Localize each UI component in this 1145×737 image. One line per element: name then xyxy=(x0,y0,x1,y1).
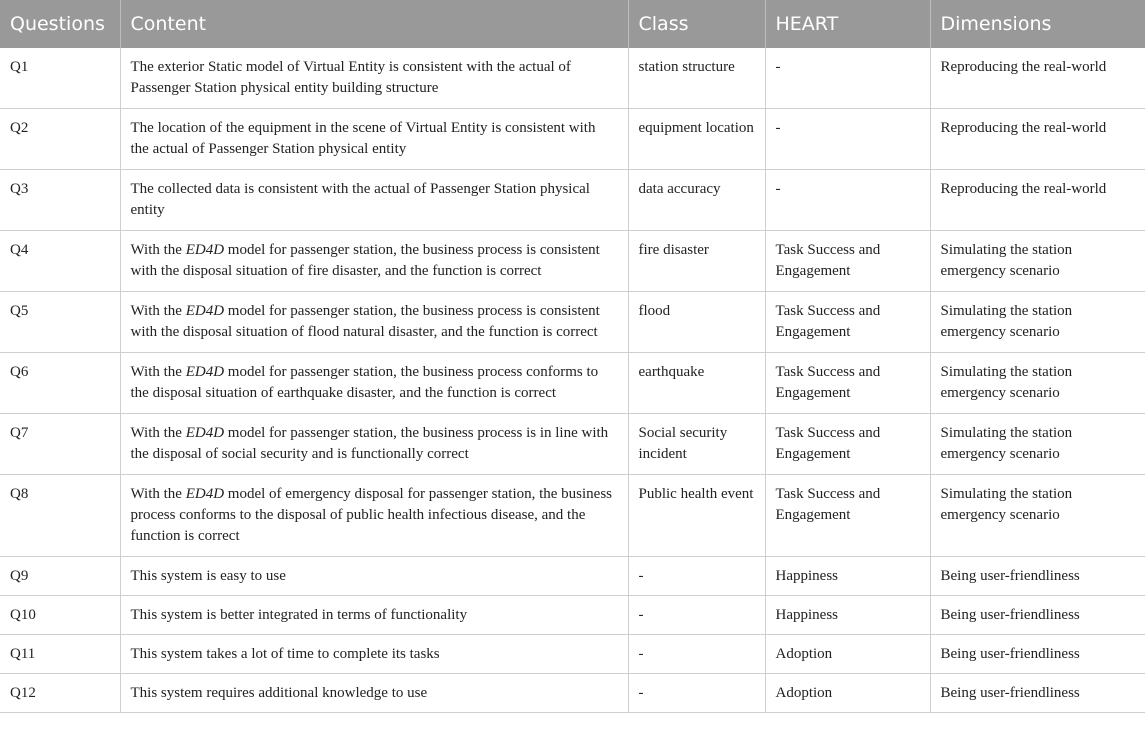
table-row xyxy=(0,475,1145,557)
question-content xyxy=(120,475,628,557)
question-class: - xyxy=(628,674,765,713)
content-text: With the xyxy=(130,486,186,502)
question-heart: - xyxy=(765,48,930,109)
table-row xyxy=(0,231,1145,292)
table-body xyxy=(0,48,1145,713)
question-dimension: Reproducing the real-world xyxy=(930,170,1145,231)
question-id: Q12 xyxy=(0,674,120,713)
question-id: Q3 xyxy=(0,170,120,231)
question-dimension: Being user-friendliness xyxy=(930,635,1145,674)
question-dimension: Simulating the station emergency scenario xyxy=(930,292,1145,353)
question-id: Q11 xyxy=(0,635,120,674)
table-row xyxy=(0,353,1145,414)
table-row xyxy=(0,635,1145,674)
content-text: With the xyxy=(130,242,186,258)
question-dimension: Being user-friendliness xyxy=(930,596,1145,635)
question-heart: - xyxy=(765,170,930,231)
question-heart: - xyxy=(765,109,930,170)
question-dimension: Being user-friendliness xyxy=(930,557,1145,596)
table-row xyxy=(0,596,1145,635)
question-heart: Task Success and Engagement xyxy=(765,353,930,414)
question-class: Social security incident xyxy=(628,414,765,475)
question-id: Q4 xyxy=(0,231,120,292)
table-row xyxy=(0,414,1145,475)
question-content xyxy=(120,231,628,292)
content-text: model for passenger station, the business process is consistent with the disposal situation of flood natural disaster, and the function is correct xyxy=(130,303,600,340)
question-class: station structure xyxy=(628,48,765,109)
model-name: ED4D xyxy=(185,303,225,319)
question-content xyxy=(120,414,628,475)
question-class: equipment location xyxy=(628,109,765,170)
question-class: - xyxy=(628,635,765,674)
table-row xyxy=(0,674,1145,713)
header-heart: HEART xyxy=(765,0,930,48)
question-id: Q1 xyxy=(0,48,120,109)
question-content: The location of the equipment in the scene of Virtual Entity is consistent with the actual of Passenger Station physical entity xyxy=(120,109,628,170)
question-heart: Happiness xyxy=(765,596,930,635)
question-heart: Task Success and Engagement xyxy=(765,475,930,557)
model-name: ED4D xyxy=(185,486,225,502)
question-content: This system requires additional knowledge to use xyxy=(120,674,628,713)
content-text: model for passenger station, the business process is in line with the disposal of social security and is functionally correct xyxy=(130,425,609,462)
header-class: Class xyxy=(628,0,765,48)
content-text: model of emergency disposal for passenger station, the business process conforms to the disposal of public health infectious disease, and the function is correct xyxy=(130,486,613,544)
question-dimension: Simulating the station emergency scenario xyxy=(930,414,1145,475)
content-text: model for passenger station, the business process is consistent with the disposal situation of fire disaster, and the function is correct xyxy=(130,242,600,279)
question-dimension: Reproducing the real-world xyxy=(930,48,1145,109)
question-heart: Task Success and Engagement xyxy=(765,292,930,353)
question-dimension: Being user-friendliness xyxy=(930,674,1145,713)
question-content: The exterior Static model of Virtual Entity is consistent with the actual of Passenger Station physical entity building structure xyxy=(120,48,628,109)
content-text: With the xyxy=(130,364,186,380)
question-class: flood xyxy=(628,292,765,353)
model-name: ED4D xyxy=(185,425,225,441)
question-dimension: Simulating the station emergency scenario xyxy=(930,475,1145,557)
question-heart: Happiness xyxy=(765,557,930,596)
question-class: Public health event xyxy=(628,475,765,557)
question-heart: Task Success and Engagement xyxy=(765,231,930,292)
question-class: - xyxy=(628,557,765,596)
question-id: Q6 xyxy=(0,353,120,414)
header-row xyxy=(0,0,1145,48)
model-name: ED4D xyxy=(185,242,225,258)
question-dimension: Simulating the station emergency scenario xyxy=(930,353,1145,414)
question-id: Q10 xyxy=(0,596,120,635)
question-heart: Adoption xyxy=(765,674,930,713)
header-dimensions: Dimensions xyxy=(930,0,1145,48)
table-row xyxy=(0,557,1145,596)
question-class: data accuracy xyxy=(628,170,765,231)
question-id: Q5 xyxy=(0,292,120,353)
table-header xyxy=(0,0,1145,48)
question-content xyxy=(120,353,628,414)
question-class: fire disaster xyxy=(628,231,765,292)
table-row xyxy=(0,48,1145,109)
table-row xyxy=(0,292,1145,353)
model-name: ED4D xyxy=(185,364,225,380)
question-id: Q7 xyxy=(0,414,120,475)
content-text: model for passenger station, the business process conforms to the disposal situation of earthquake disaster, and the function is correct xyxy=(130,364,599,401)
table-row xyxy=(0,170,1145,231)
question-dimension: Reproducing the real-world xyxy=(930,109,1145,170)
question-content: The collected data is consistent with the actual of Passenger Station physical entity xyxy=(120,170,628,231)
question-id: Q8 xyxy=(0,475,120,557)
question-class: - xyxy=(628,596,765,635)
question-content: This system takes a lot of time to complete its tasks xyxy=(120,635,628,674)
question-dimension: Simulating the station emergency scenario xyxy=(930,231,1145,292)
question-content xyxy=(120,292,628,353)
question-content: This system is easy to use xyxy=(120,557,628,596)
question-id: Q9 xyxy=(0,557,120,596)
content-text: With the xyxy=(130,303,186,319)
question-heart: Adoption xyxy=(765,635,930,674)
header-content: Content xyxy=(120,0,628,48)
table-row xyxy=(0,109,1145,170)
question-class: earthquake xyxy=(628,353,765,414)
question-id: Q2 xyxy=(0,109,120,170)
header-questions: Questions xyxy=(0,0,120,48)
question-heart: Task Success and Engagement xyxy=(765,414,930,475)
content-text: With the xyxy=(130,425,186,441)
question-content: This system is better integrated in terms of functionality xyxy=(120,596,628,635)
